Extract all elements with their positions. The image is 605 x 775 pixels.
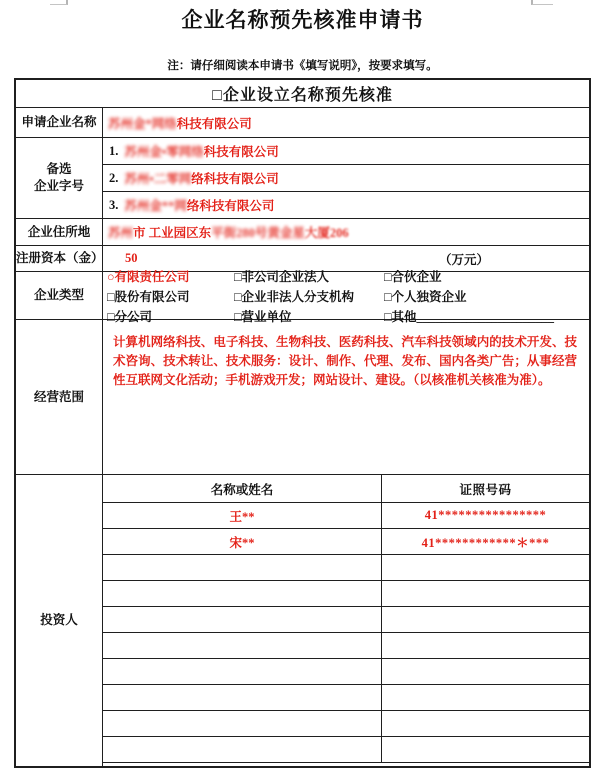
option-sole-proprietorship[interactable]: □个人独资企业 (384, 289, 467, 304)
alt-name-2-redacted: 苏州•二零网 (124, 172, 192, 186)
alternative-names-label (16, 138, 103, 218)
investor-empty-name-cell (103, 711, 382, 736)
investor-empty-id-cell (382, 711, 589, 736)
address-seg-2: 市 工业园区东 (133, 226, 212, 240)
option-branch-company[interactable]: □分公司 (107, 309, 153, 324)
applied-name-value (103, 108, 589, 137)
address-value (103, 219, 589, 245)
alt-name-item-2 (103, 165, 589, 192)
investor-empty-id-cell (382, 633, 589, 658)
row-alternative-names (16, 138, 589, 219)
investor-empty-id-cell (382, 555, 589, 580)
investors-col-id-header: 证照号码 (459, 482, 512, 497)
option-limited-liability-company[interactable]: ○有限责任公司 (107, 269, 190, 284)
alt-name-1-number: 1. (109, 143, 119, 158)
investor-empty-id-cell (382, 737, 589, 762)
company-type-options (103, 269, 589, 324)
investor-empty-row (103, 607, 589, 633)
capital-label: 注册资本（金） (16, 246, 103, 271)
applied-name-redacted: 苏州金*网络 (108, 116, 177, 131)
alt-name-3-number: 3. (109, 197, 119, 212)
fill-instruction-note (0, 57, 605, 73)
investor-empty-name-cell (103, 685, 382, 710)
investor-2-name: 宋** (103, 529, 382, 554)
row-investors (16, 475, 589, 766)
alt-label-line1: 备选 (46, 162, 72, 176)
option-business-unit[interactable]: □营业单位 (234, 309, 292, 324)
investor-empty-row (103, 711, 589, 737)
investor-empty-rows (103, 555, 589, 763)
alt-label-line2: 企业字号 (33, 179, 84, 193)
capital-value: 50 (125, 251, 138, 265)
business-scope-cell (103, 320, 589, 474)
option-non-legal-person-branch[interactable]: □企业非法人分支机构 (234, 289, 355, 304)
applied-name-clear: 科技有限公司 (176, 116, 252, 131)
alternative-names-list (103, 138, 589, 218)
page-title: 企业名称预先核准申请书 (181, 8, 424, 32)
address-label: 企业住所地 (16, 219, 103, 245)
investor-2-id: 41************＊*** (421, 535, 550, 550)
alt-name-item-3 (103, 192, 589, 218)
address-seg-1: 苏州 (108, 226, 134, 240)
alt-name-2-clear: 络科技有限公司 (191, 172, 279, 186)
row-address (16, 219, 589, 246)
alt-name-1-redacted: 苏州金•零网络 (124, 145, 204, 159)
investor-empty-row (103, 633, 589, 659)
note-text: 请仔细阅读本申请书《填写说明》，按要求填写。 (190, 60, 438, 72)
alt-name-3-redacted: 苏州金**网 (124, 199, 187, 213)
investor-empty-name-cell (103, 737, 382, 762)
investor-empty-row (103, 581, 589, 607)
investor-empty-id-cell (382, 659, 589, 684)
investors-table (103, 475, 589, 766)
investors-header-row (103, 475, 589, 503)
address-seg-3: 平街280号黄金星 (211, 226, 305, 240)
investor-empty-name-cell (103, 607, 382, 632)
investor-empty-id-cell (382, 581, 589, 606)
note-prefix: 注： (167, 60, 191, 72)
investor-row-2 (103, 529, 589, 555)
investor-empty-row (103, 685, 589, 711)
section-header-establishment-preapproval: □企业设立名称预先核准 (16, 80, 589, 108)
investor-row-1 (103, 503, 589, 529)
application-form-table (14, 78, 591, 768)
address-seg-4: 大厦206 (304, 226, 349, 240)
row-applied-name (16, 108, 589, 138)
business-scope-text: 计算机网络科技、电子科技、生物科技、医药科技、汽车科技领域内的技术开发、技术咨询、技术转让、技术服务：设计、制作、代理、发布、国内各类广告；从事经营性互联网文化活动；手机游戏开发；网站设计、建设。（以核准机关核准为准）。 (113, 335, 577, 387)
business-scope-label: 经营范围 (16, 320, 103, 474)
option-partnership[interactable]: □合伙企业 (384, 269, 442, 284)
alt-name-2-number: 2. (109, 170, 119, 185)
company-type-label: 企业类型 (16, 272, 103, 319)
capital-unit: （万元） (438, 252, 489, 267)
investor-1-id: 41**************** (424, 508, 547, 522)
investor-empty-id-cell (382, 607, 589, 632)
investor-empty-id-cell (382, 685, 589, 710)
investor-empty-name-cell (103, 555, 382, 580)
investor-empty-row (103, 737, 589, 763)
investors-col-name-header: 名称或姓名 (103, 475, 382, 502)
investor-empty-row (103, 555, 589, 581)
investors-label: 投资人 (16, 475, 103, 766)
option-non-company-legal-person[interactable]: □非公司企业法人 (234, 269, 330, 284)
investor-empty-row (103, 659, 589, 685)
alt-name-item-1 (103, 138, 589, 165)
option-other[interactable]: □其他______________________ (384, 309, 555, 324)
row-business-scope (16, 320, 589, 475)
alt-name-3-clear: 络科技有限公司 (186, 199, 275, 213)
alt-name-1-clear: 科技有限公司 (203, 145, 279, 159)
investor-empty-name-cell (103, 633, 382, 658)
investor-1-name: 王** (103, 503, 382, 528)
investor-empty-name-cell (103, 659, 382, 684)
investor-empty-name-cell (103, 581, 382, 606)
option-joint-stock-company[interactable]: □股份有限公司 (107, 289, 190, 304)
applied-name-label: 申请企业名称 (16, 108, 103, 137)
investors-bottom-gap (103, 763, 589, 766)
row-company-type (16, 269, 589, 324)
